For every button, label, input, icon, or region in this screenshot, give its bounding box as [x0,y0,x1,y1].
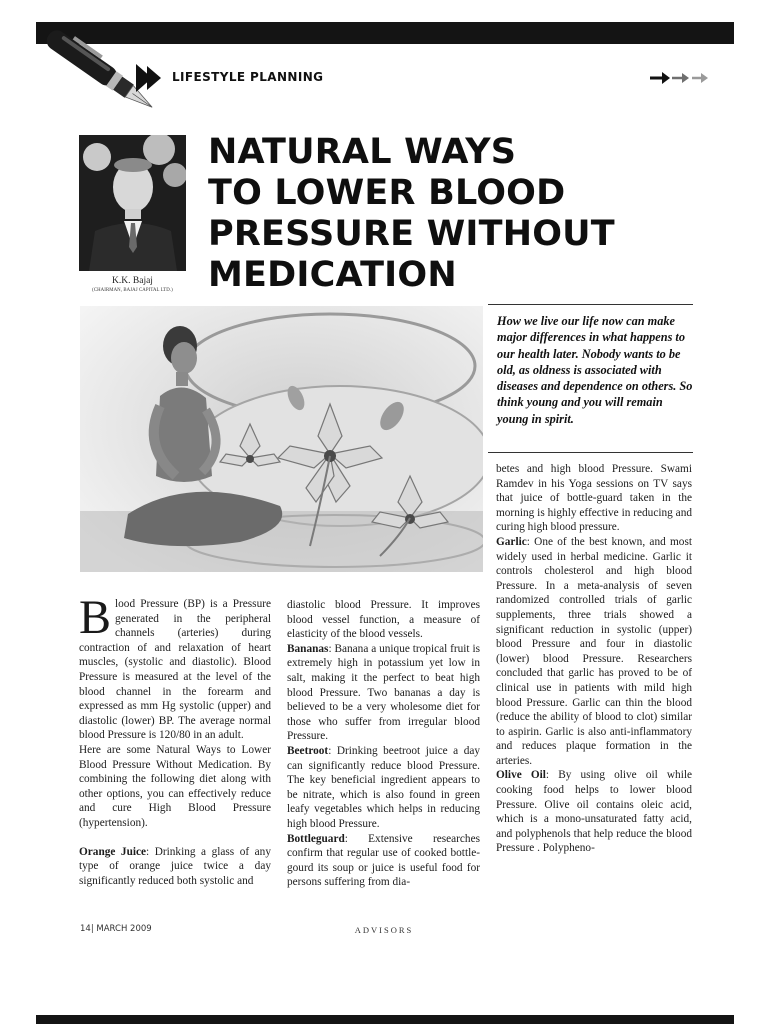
olive-oil-text: : By using olive oil while cooking food helps to lower blood Pressure. Olive oil contains oleic acid, which is a mono-unsaturated fatty acid, and polyphenols that help reduce the blood Pressure . Polypheno- [496,769,692,855]
term-garlic: Garlic [496,535,527,548]
author-title: (CHAIRMAN, BAJAJ CAPITAL LTD.) [92,288,173,293]
article-title [208,132,648,296]
paragraph-gap [79,831,271,845]
magazine-name: ADVISORS [354,925,414,935]
paragraph-orange-juice [79,845,271,889]
yoga-flower-photo [80,306,483,572]
term-bananas: Bananas [287,642,329,655]
paragraph-olive-oil [496,768,692,856]
pull-quote: How we live our life now can make major differences in what happens to our health later. Nobody wants to be old, as oldness is associated with diseases and dependence on others. So think young and you will remain young in spirit. [497,314,693,426]
article-column-2 [287,598,480,890]
author-portrait [79,135,186,271]
article-column-3 [496,462,692,856]
paragraph: Here are some Natural Ways to Lower Blood Pressure Without Medication. By combining the following diet along with other options, you can effectively reduce and cure High Blood Pressure (hypertension). [79,743,271,829]
bottleguard-text: : Extensive researches confirm that regular use of cooked bottle-gourd its soup or juice is useful food for persons suffering from dia- [287,832,480,889]
intro-text: lood Pressure (BP) is a Pressure generated in the peripheral channels (arteries) during contraction of and relaxation of heart muscles, (systolic and diastolic). Blood Pressure is measured at the level of the blood channel in the forearm and expressed as mm Hg systolic (upper) and diastolic (lower) BP. The average normal blood Pressure is 120/80 in an adult. [79,598,271,742]
arrows-icon [648,68,710,88]
intro-paragraph [79,591,271,743]
title-line: MEDICATION [208,255,457,295]
bananas-text: : Banana a unique tropical fruit is extremely high in potassium yet low in salt, making it the perfect to beat high blood Pressure. Two bananas a day is believed to be a very wholesome diet for those who suffer from irregular blood Pressure. [287,642,480,743]
orange-juice-text: : Drinking a glass of any type of orange juice twice a day significantly reduced both systolic and [79,845,271,887]
title-line: PRESSURE WITHOUT [208,214,615,254]
bottom-bar [36,1015,734,1024]
author-name: K.K. Bajaj [112,276,153,286]
article-column-1 [79,591,271,888]
pull-quote-rule-top [488,304,693,305]
page-number-date: 14| MARCH 2009 [80,924,152,934]
garlic-text: : One of the best known, and most widely used in herbal medicine. Garlic it controls cholesterol and high blood Pressure. In a meta-analysis of seven randomized controlled trials of garlic supplements, three trials showed a significant reduction in systolic (upper) blood Pressure and four in diastolic (lower) blood Pressure. Researchers concluded that garlic has proved to be of clinical use in patients with mild high blood Pressure. Garlic can thin the blood (reduce the ability of blood to clot) similar to aspirin. Garlic is also anti-inflammatory and reduces plaque formation in the arteries. [496,535,692,767]
term-beetroot: Beetroot [287,744,329,757]
paragraph-garlic [496,535,692,769]
title-line: NATURAL WAYS [208,132,517,172]
term-orange-juice: Orange Juice [79,845,147,858]
paragraph-bananas [287,642,480,744]
beetroot-text: : Drinking beetroot juice a day can significantly reduce blood Pressure. The key beneficial ingredient appears to be nitrate, which is also found in green leafy vegetables which helps in reducing high blood Pressure. [287,744,480,830]
paragraph-beetroot [287,744,480,832]
section-label: LIFESTYLE PLANNING [172,70,324,84]
paragraph-bottleguard [287,832,480,890]
paragraph: diastolic blood Pressure. It improves blood vessel function, a measure of elasticity of the blood vessels. [287,599,480,641]
pull-quote-rule-bottom [488,452,693,453]
drop-cap: B [79,591,112,644]
term-bottleguard: Bottleguard [287,832,345,845]
paragraph: betes and high blood Pressure. Swami Ramdev in his Yoga sessions on TV says that juice of bottle-guard taken in the morning is highly effective in reducing and curing high blood pressure. [496,463,692,534]
term-olive-oil: Olive Oil [496,769,546,782]
title-line: TO LOWER BLOOD [208,173,566,213]
section-triangle-icon [136,64,166,92]
